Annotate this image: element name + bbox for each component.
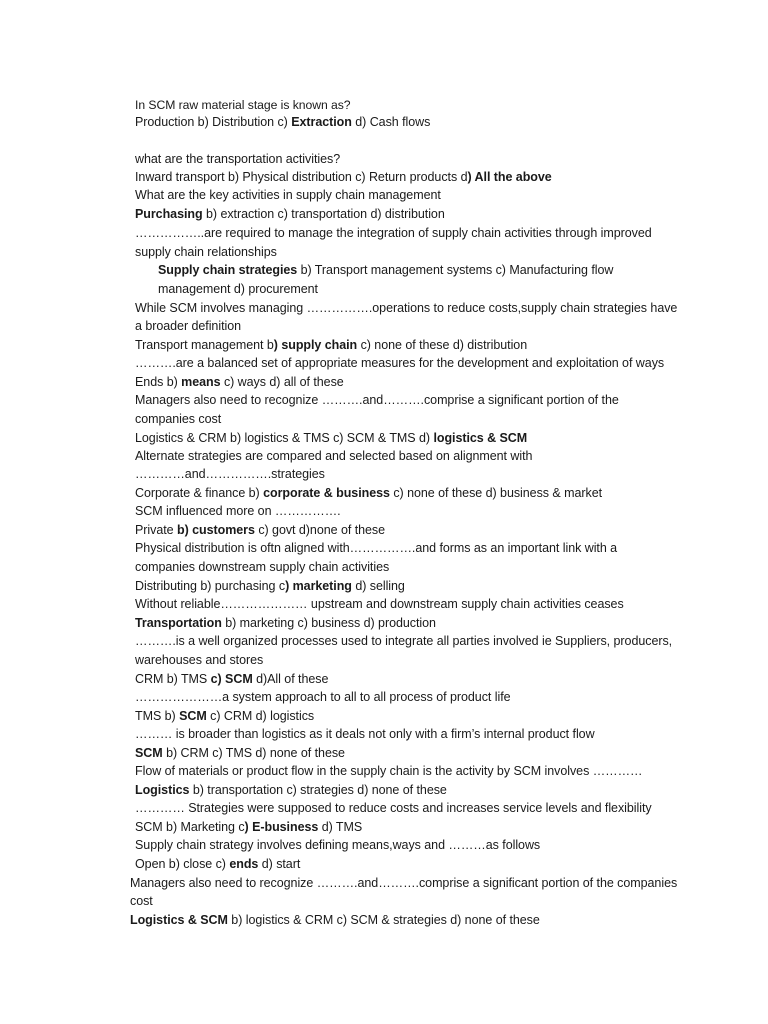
answer-text: SCM — [135, 746, 163, 760]
text-segment: b) CRM c) TMS d) none of these — [162, 746, 345, 760]
text-segment: Ends b) — [135, 375, 182, 389]
text-segment: Private — [135, 523, 177, 537]
line-text — [135, 708, 314, 724]
answer-text: Logistics & SCM — [130, 913, 228, 927]
text-segment: Managers also need to recognize ……….and……….comprise a significant portion of the companies — [130, 876, 678, 890]
text-segment: b) transportation c) strategies d) none of these — [189, 783, 447, 797]
text-segment: c) none of these d) distribution — [357, 338, 528, 352]
line-text — [135, 633, 672, 649]
answer-text: c) SCM — [210, 672, 253, 686]
line-text — [135, 355, 664, 371]
line-text — [158, 262, 613, 278]
text-segment: TMS b) — [135, 709, 180, 723]
line-text — [135, 578, 405, 594]
line-text — [135, 856, 300, 872]
line-text — [135, 485, 602, 501]
line-text — [135, 374, 344, 390]
line-text — [135, 652, 263, 668]
line-text — [135, 392, 619, 408]
answer-text: Extraction — [291, 115, 352, 129]
line-text — [135, 782, 447, 798]
line-text — [135, 689, 511, 705]
answer-text: logistics & SCM — [433, 431, 528, 445]
text-segment: c) CRM d) logistics — [206, 709, 315, 723]
text-segment: …………and…………….strategies — [135, 467, 325, 481]
text-segment: What are the key activities in supply chain management — [135, 188, 441, 202]
line-text — [130, 912, 540, 928]
line-text — [130, 875, 677, 891]
text-segment: d) Cash flows — [351, 115, 431, 129]
text-segment: Corporate & finance b) — [135, 486, 264, 500]
line-text — [130, 893, 153, 909]
text-segment: Transport management b — [135, 338, 274, 352]
text-segment: b) marketing c) business d) production — [221, 616, 436, 630]
line-text — [135, 745, 345, 761]
line-text — [135, 337, 527, 353]
text-segment: d) TMS — [318, 820, 363, 834]
answer-text: ) marketing — [285, 579, 352, 593]
text-segment: ……….are a balanced set of appropriate measures for the development and exploitation of ways — [135, 356, 665, 370]
answer-text: Transportation — [135, 616, 222, 630]
text-segment: Supply chain strategy involves defining means,ways and ………as follows — [135, 838, 541, 852]
line-text — [135, 300, 677, 316]
text-segment: what are the transportation activities? — [135, 152, 341, 166]
text-segment: b) Transport management systems c) Manufacturing flow — [297, 263, 614, 277]
text-segment: supply chain relationships — [135, 245, 277, 259]
text-segment: Production b) Distribution c) — [135, 115, 292, 129]
line-text — [135, 448, 532, 464]
line-text — [135, 503, 341, 519]
line-text — [135, 430, 527, 446]
text-segment: ……….is a well organized processes used to integrate all parties involved ie Suppliers, producers, — [135, 634, 673, 648]
text-segment: companies cost — [135, 412, 222, 426]
text-segment: Open b) close c) — [135, 857, 230, 871]
text-segment: companies downstream supply chain activities — [135, 560, 390, 574]
text-segment: Alternate strategies are compared and selected based on alignment with — [135, 449, 533, 463]
line-text — [135, 726, 595, 742]
line-text — [135, 206, 445, 222]
answer-text: ) All the above — [467, 170, 552, 184]
line-text — [135, 540, 617, 556]
text-segment: Managers also need to recognize ……….and……….comprise a significant portion of the — [135, 393, 619, 407]
text-segment: …………………a system approach to all to all process of product life — [135, 690, 511, 704]
line-text — [135, 411, 221, 427]
text-segment: SCM influenced more on ……………. — [135, 504, 341, 518]
text-segment: Distributing b) purchasing c — [135, 579, 286, 593]
text-segment: ……… is broader than logistics as it deals not only with a firm’s internal product flow — [135, 727, 595, 741]
text-segment: ………… Strategies were supposed to reduce costs and increases service levels and flexibility — [135, 801, 652, 815]
answer-text: Purchasing — [135, 207, 203, 221]
line-text — [135, 187, 441, 203]
answer-text: b) customers — [176, 523, 255, 537]
line-text — [135, 244, 277, 260]
answer-text: Logistics — [135, 783, 190, 797]
answer-text: ) E-business — [244, 820, 319, 834]
text-segment: a broader definition — [135, 319, 242, 333]
text-segment: management d) procurement — [158, 282, 318, 296]
line-text — [135, 522, 385, 538]
text-segment: CRM b) TMS — [135, 672, 211, 686]
text-segment: d)All of these — [252, 672, 329, 686]
line-text — [135, 318, 241, 334]
text-segment: Logistics & CRM b) logistics & TMS c) SCM & TMS d) — [135, 431, 434, 445]
line-text — [135, 97, 351, 113]
text-segment: Without reliable………………… upstream and downstream supply chain activities ceases — [135, 597, 624, 611]
line-text — [158, 281, 318, 297]
line-text — [135, 671, 328, 687]
text-segment: ……………..are required to manage the integration of supply chain activities through improved — [135, 226, 652, 240]
answer-text: corporate & business — [263, 486, 390, 500]
line-text — [135, 466, 325, 482]
line-text — [135, 596, 624, 612]
text-segment: cost — [130, 894, 153, 908]
text-segment: Inward transport b) Physical distribution c) Return products d — [135, 170, 468, 184]
text-segment: While SCM involves managing …………….operations to reduce costs,supply chain strategies have — [135, 301, 678, 315]
answer-text: ) supply chain — [273, 338, 358, 352]
answer-text: means — [181, 375, 221, 389]
line-text — [135, 763, 643, 779]
line-text — [135, 800, 652, 816]
answer-text: SCM — [179, 709, 207, 723]
line-text — [135, 169, 552, 185]
line-text — [135, 114, 430, 130]
text-segment: c) none of these d) business & market — [389, 486, 603, 500]
line-text — [135, 819, 362, 835]
line-text — [135, 837, 540, 853]
line-text — [135, 151, 340, 167]
text-segment: warehouses and stores — [135, 653, 264, 667]
line-text — [135, 615, 436, 631]
answer-text: Supply chain strategies — [158, 263, 298, 277]
answer-text: ends — [229, 857, 259, 871]
text-segment: b) extraction c) transportation d) distribution — [202, 207, 445, 221]
text-segment: Physical distribution is oftn aligned with…………….and forms as an important link with a — [135, 541, 618, 555]
text-segment: In SCM raw material stage is known as? — [135, 98, 351, 112]
text-segment: d) selling — [351, 579, 405, 593]
text-segment: c) ways d) all of these — [220, 375, 344, 389]
text-segment: Flow of materials or product flow in the supply chain is the activity by SCM involves ………… — [135, 764, 643, 778]
text-segment: d) start — [258, 857, 301, 871]
text-segment: b) logistics & CRM c) SCM & strategies d) none of these — [227, 913, 540, 927]
text-segment: SCM b) Marketing c — [135, 820, 245, 834]
text-segment: c) govt d)none of these — [254, 523, 386, 537]
line-text — [135, 225, 652, 241]
line-text — [135, 559, 389, 575]
